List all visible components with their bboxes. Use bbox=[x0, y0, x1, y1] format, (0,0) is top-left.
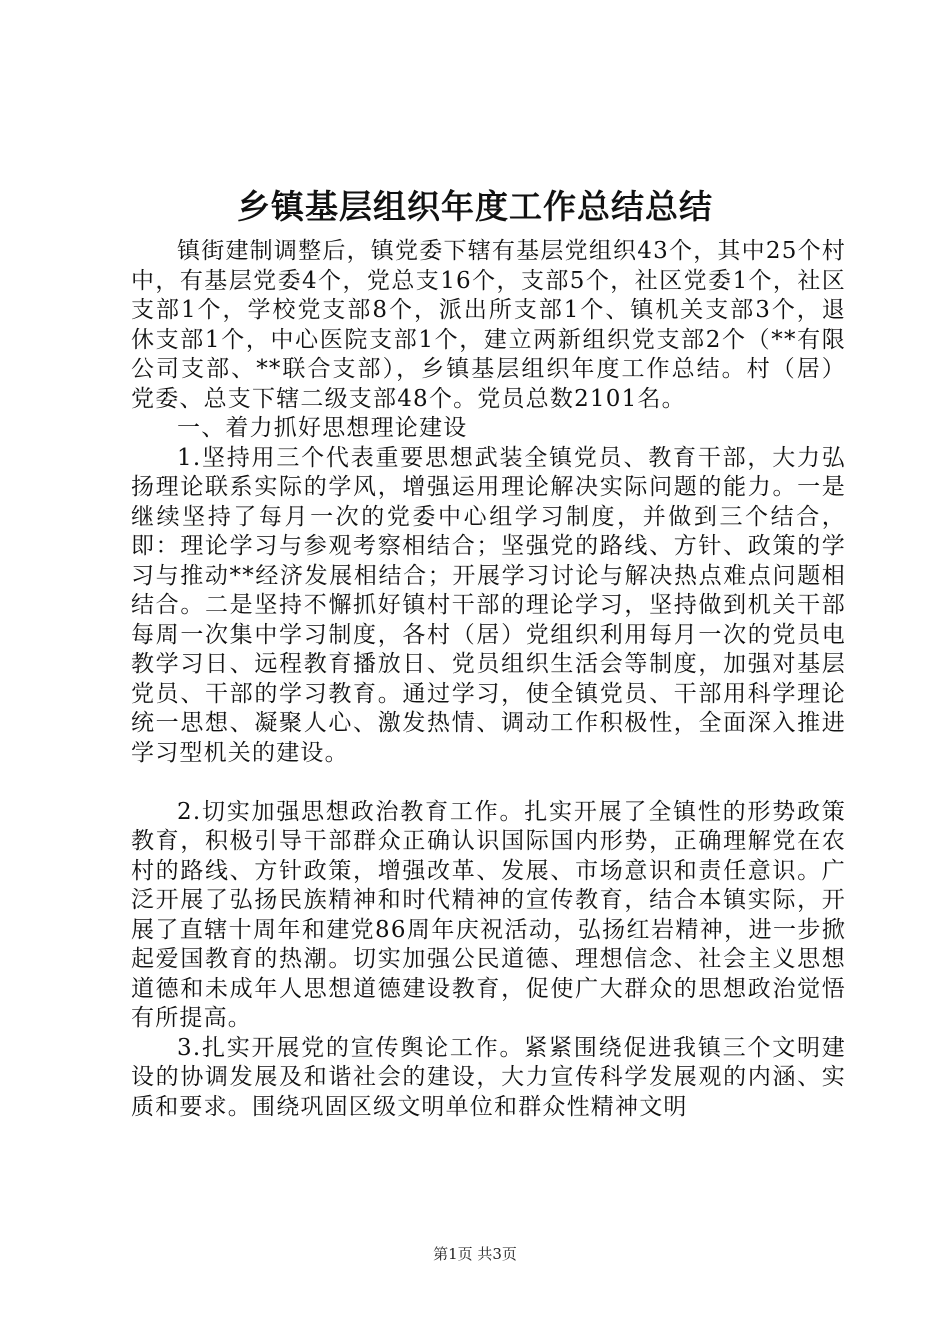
document-body bbox=[131, 237, 846, 1122]
document-title: 乡镇基层组织年度工作总结总结 bbox=[237, 187, 713, 226]
paragraph-intro: 镇街建制调整后，镇党委下辖有基层党组织43个，其中25个村中，有基层党委4个，党总支16个，支部5个，社区党委1个，社区支部1个，学校党支部8个，派出所支部1个、镇机关支部3个，退休支部1个，中心医院支部1个，建立两新组织党支部2个（**有限公司支部、**联合支部），乡镇基层组织年度工作总结。村（居）党委、总支下辖二级支部48个。党员总数2101名。 bbox=[131, 238, 846, 412]
section-heading: 一、着力抓好思想理论建设 bbox=[177, 415, 468, 441]
paragraph-item-1: 1.坚持用三个代表重要思想武装全镇党员、教育干部，大力弘扬理论联系实际的学风，增强运用理论解决实际问题的能力。一是继续坚持了每月一次的党委中心组学习制度，并做到三个结合，即：理论学习与参观考察相结合；坚强党的路线、方针、政策的学习与推动**经济发展相结合；开展学习讨论与解决热点难点问题相结合。二是坚持不懈抓好镇村干部的理论学习，坚持做到机关干部每周一次集中学习制度，各村（居）党组织利用每月一次的党员电教学习日、远程教育播放日、党员组织生活会等制度，加强对基层党员、干部的学习教育。通过学习，使全镇党员、干部用科学理论统一思想、凝聚人心、激发热情、调动工作积极性，全面深入推进学习型机关的建设。 bbox=[131, 444, 846, 766]
paragraph-item-2: 2.切实加强思想政治教育工作。扎实开展了全镇性的形势政策教育，积极引导干部群众正确认识国际国内形势，正确理解党在农村的路线、方针政策，增强改革、发展、市场意识和责任意识。广泛开展了弘扬民族精神和时代精神的宣传教育，结合本镇实际，开展了直辖十周年和建党86周年庆祝活动，弘扬红岩精神，进一步掀起爱国教育的热潮。切实加强公民道德、理想信念、社会主义思想道德和未成年人思想道德建设教育，促使广大群众的思想政治觉悟有所提高。 bbox=[131, 798, 846, 1031]
page-number-footer: 第1页 共3页 bbox=[433, 1245, 517, 1263]
paragraph-item-3: 3.扎实开展党的宣传舆论工作。紧紧围绕促进我镇三个文明建设的协调发展及和谐社会的建设，大力宣传科学发展观的内涵、实质和要求。围绕巩固区级文明单位和群众性精神文明 bbox=[131, 1034, 846, 1120]
